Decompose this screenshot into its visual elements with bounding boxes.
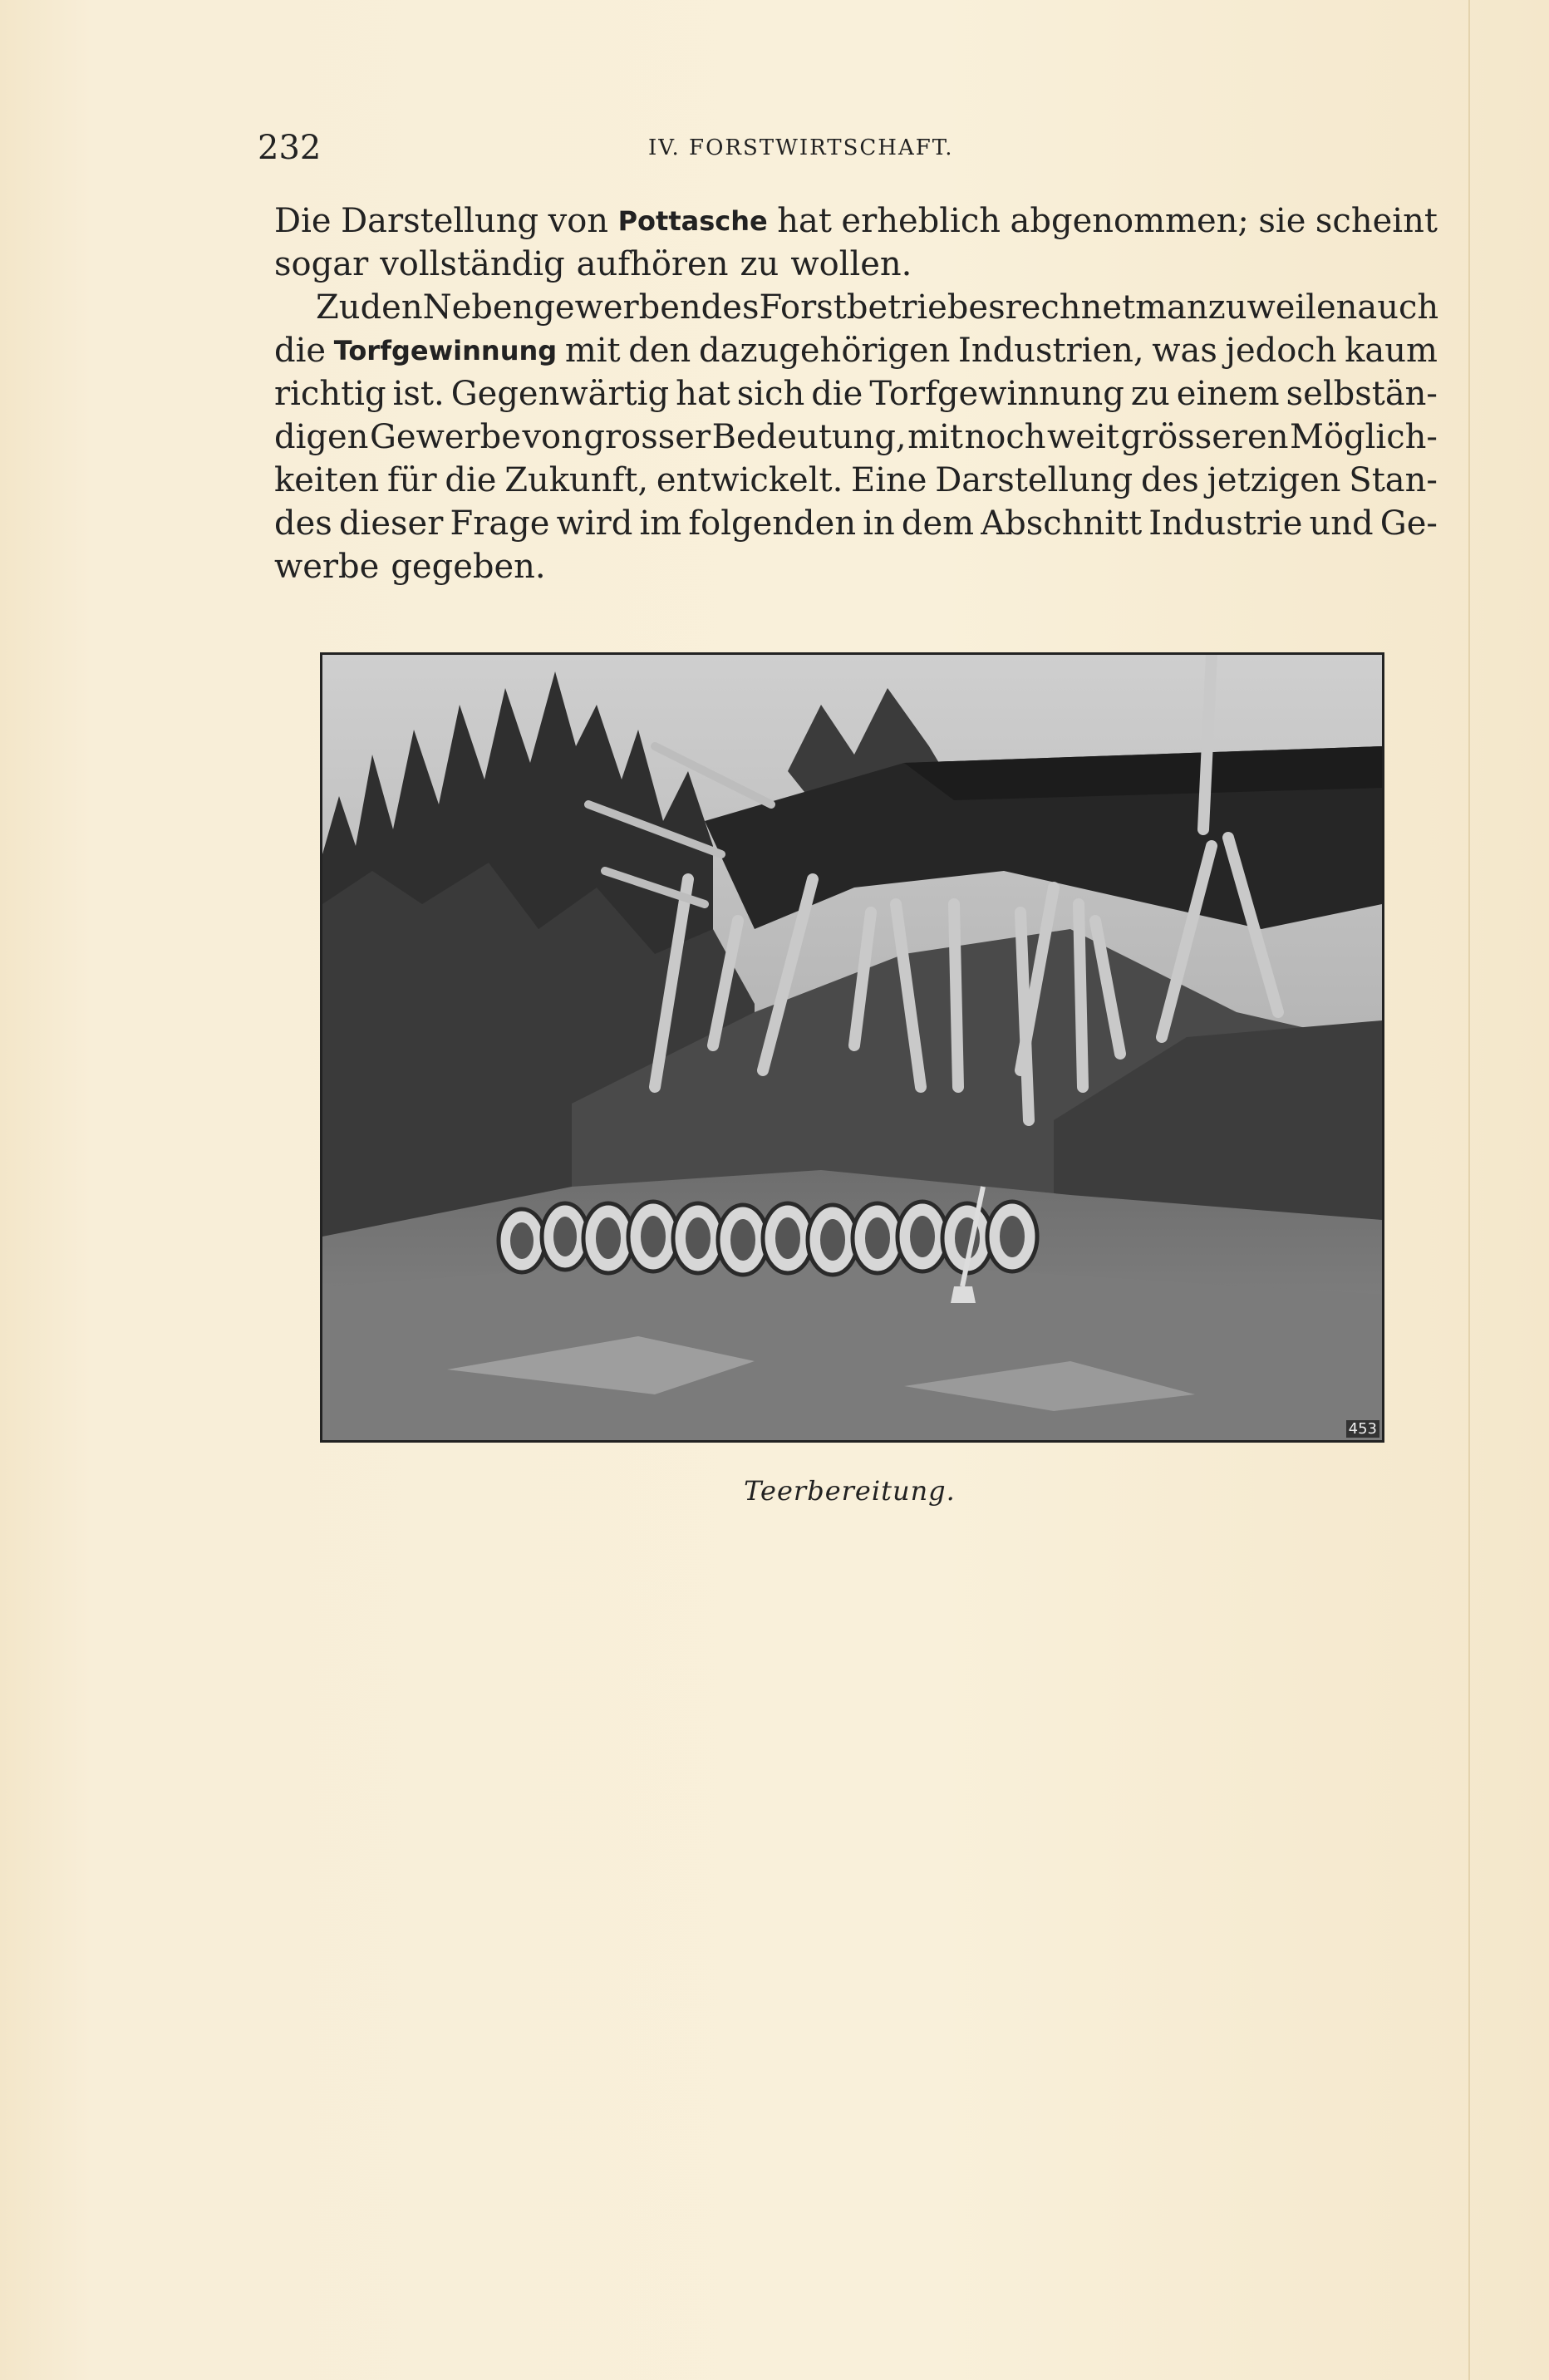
word: von bbox=[548, 202, 609, 240]
text-line bbox=[274, 199, 1438, 243]
word: einem bbox=[1176, 375, 1280, 413]
running-head: IV. FORSTWIRTSCHAFT. bbox=[648, 135, 954, 160]
word: zu bbox=[740, 245, 779, 283]
text-line bbox=[274, 502, 1438, 545]
word: Darstellung bbox=[935, 461, 1133, 499]
text-line bbox=[274, 243, 1438, 286]
word: zu bbox=[1130, 375, 1170, 413]
word: kaum bbox=[1345, 332, 1438, 370]
word: Nebengewerben bbox=[422, 288, 701, 327]
body-text bbox=[274, 199, 1438, 588]
word: dem bbox=[901, 504, 975, 543]
word: richtig bbox=[274, 375, 386, 413]
word: ist. bbox=[392, 375, 445, 413]
word: hat bbox=[676, 375, 730, 413]
word: Stan- bbox=[1349, 461, 1438, 499]
page-header bbox=[258, 129, 1438, 179]
word: Zu bbox=[316, 288, 361, 327]
word: jedoch bbox=[1225, 332, 1337, 370]
word: und bbox=[1309, 504, 1374, 543]
word: des bbox=[701, 288, 760, 327]
page-edge bbox=[1468, 0, 1470, 2380]
word: wollen. bbox=[790, 245, 912, 283]
word: rechnet bbox=[1005, 288, 1136, 327]
text-line bbox=[274, 372, 1438, 416]
word: werbe bbox=[274, 548, 380, 586]
word: Industrien, bbox=[958, 332, 1144, 370]
plate-number: 453 bbox=[1346, 1420, 1379, 1438]
word: Gewerbe bbox=[369, 418, 521, 456]
word: im bbox=[639, 504, 682, 543]
word: Abschnitt bbox=[981, 504, 1143, 543]
word: zuweilen bbox=[1207, 288, 1358, 327]
word: noch bbox=[964, 418, 1046, 456]
word: Eine bbox=[851, 461, 927, 499]
page-number: 232 bbox=[258, 129, 322, 167]
word: aufhören bbox=[576, 245, 729, 283]
word: weit bbox=[1047, 418, 1119, 456]
text-line bbox=[274, 286, 1438, 329]
word: selbstän- bbox=[1286, 375, 1438, 413]
photograph-image bbox=[322, 655, 1382, 1440]
text-line bbox=[274, 329, 1438, 372]
word: erheblich bbox=[841, 202, 1001, 240]
word: entwickelt. bbox=[656, 461, 843, 499]
word: dazugehörigen bbox=[698, 332, 951, 370]
word: sie bbox=[1258, 202, 1306, 240]
word: digen bbox=[274, 418, 369, 456]
word: die bbox=[811, 375, 863, 413]
word: den bbox=[360, 288, 423, 327]
word: Industrie bbox=[1148, 504, 1303, 543]
word: mit bbox=[907, 418, 963, 456]
word: dieser bbox=[338, 504, 444, 543]
word: Ge- bbox=[1379, 504, 1438, 543]
word: grösseren bbox=[1120, 418, 1289, 456]
text-line bbox=[274, 416, 1438, 459]
word: man bbox=[1135, 288, 1208, 327]
emphasized-term: Pottasche bbox=[617, 205, 768, 237]
word: Forstbetriebes bbox=[759, 288, 1006, 327]
word: Bedeutung, bbox=[711, 418, 907, 456]
word: die bbox=[445, 461, 497, 499]
word: wird bbox=[556, 504, 633, 543]
word: den bbox=[628, 332, 691, 370]
photograph-tar-production bbox=[320, 652, 1384, 1443]
word: gegeben. bbox=[391, 548, 546, 586]
word: hat bbox=[777, 202, 832, 240]
word: was bbox=[1152, 332, 1217, 370]
word: in bbox=[863, 504, 895, 543]
word: des bbox=[1140, 461, 1199, 499]
word: scheint bbox=[1315, 202, 1438, 240]
text-line bbox=[274, 459, 1438, 502]
word: grosser bbox=[583, 418, 711, 456]
word: Torfgewinnung bbox=[869, 375, 1124, 413]
text-line bbox=[274, 545, 1438, 588]
word: jetzigen bbox=[1207, 461, 1341, 499]
word: Möglich- bbox=[1289, 418, 1438, 456]
word: Die bbox=[274, 202, 332, 240]
word: auch bbox=[1357, 288, 1439, 327]
word: mit bbox=[564, 332, 621, 370]
word: folgenden bbox=[688, 504, 857, 543]
emphasized-term: Torfgewinnung bbox=[333, 335, 558, 366]
word: vollständig bbox=[380, 245, 565, 283]
word: sogar bbox=[274, 245, 369, 283]
word: für bbox=[386, 461, 437, 499]
figure-caption: Teerbereitung. bbox=[744, 1475, 956, 1507]
word: keiten bbox=[274, 461, 380, 499]
word: von bbox=[522, 418, 583, 456]
word: abgenommen; bbox=[1010, 202, 1249, 240]
word: des bbox=[274, 504, 332, 543]
word: Darstellung bbox=[341, 202, 539, 240]
word: Zukunft, bbox=[504, 461, 649, 499]
word: sich bbox=[736, 375, 805, 413]
word: die bbox=[274, 332, 327, 370]
word: Frage bbox=[450, 504, 550, 543]
word: Gegenwärtig bbox=[450, 375, 670, 413]
